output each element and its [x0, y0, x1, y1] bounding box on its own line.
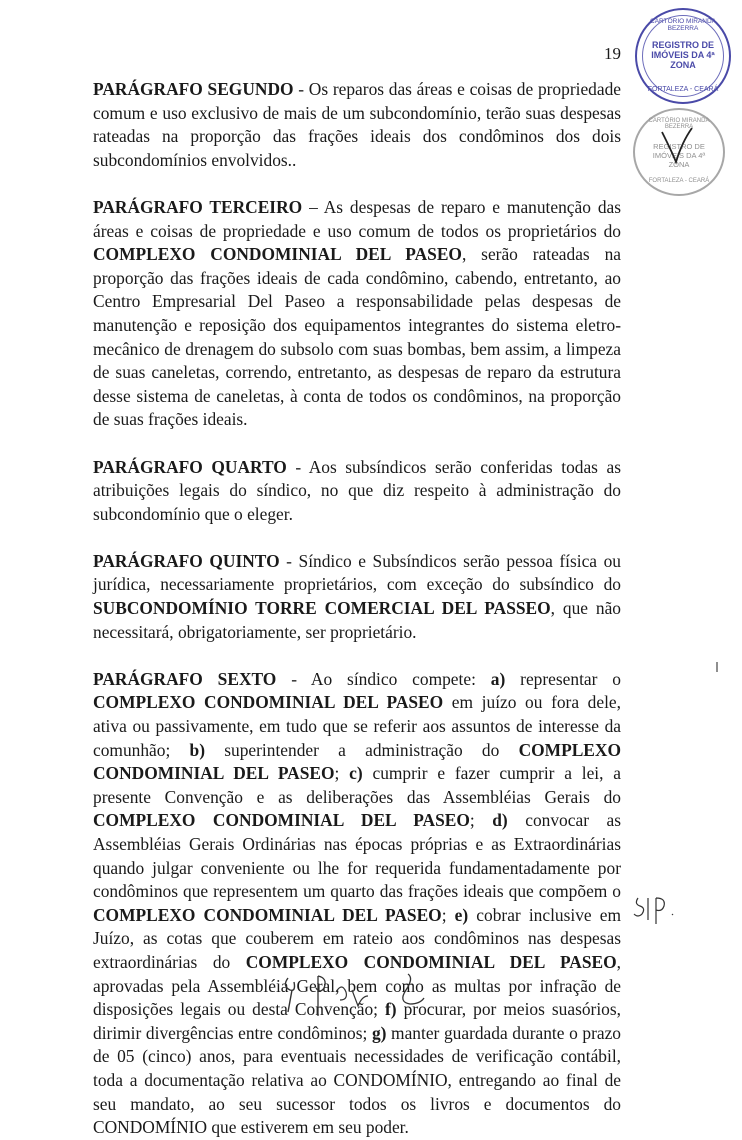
paragraph-quarto: [93, 456, 621, 527]
paragraph-text: cobrar inclusive em Juízo, as cotas que couberem em rateio aos condôminos nas despesas extraordinárias do: [93, 904, 621, 972]
paragraph-text: representar o: [505, 668, 621, 689]
paragraph-text: em juízo ou fora dele, ativa ou passivamente, em tudo que se referir aos assuntos de interesse da comunhão;: [93, 692, 621, 760]
paragraph-text: manter guardada durante o prazo de 05 (cinco) anos, para eventuais necessidades de verificação contábil, toda a documentação relativa ao CONDOMÍNIO, entregando ao final de seu mandato, ao seu sucessor todos os livros e documentos do CONDOMÍNIO que estiverem em seu poder.: [93, 1022, 621, 1138]
seal-bottom-text: FORTALEZA - CEARÁ: [648, 178, 710, 184]
item-marker-g: g): [371, 1022, 387, 1043]
bold-entity-name: COMPLEXO CONDOMINIAL DEL PASEO: [93, 739, 621, 784]
paragraph-text: ;: [334, 763, 350, 784]
margin-check-mark: [656, 126, 696, 170]
paragraph-text: , aprovadas pela Assembléia Geral, bem como as multas por infração de disposições legais ou desta Convenção;: [93, 951, 621, 1020]
item-marker-d: d): [492, 810, 508, 831]
margin-tick: [712, 660, 722, 674]
paragraph-quinto: [93, 550, 621, 644]
paragraph-text: - Aos subsíndicos serão conferidas todas as atribuições legais do síndico, no que diz respeito à administração do subcondomínio que o eleger.: [93, 456, 621, 524]
paragraph-text: , serão rateadas na proporção das frações ideais de cada condômino, cabendo, entretanto, ao Centro Empresarial Del Paseo a responsabilidade pelas despesas de manutenção e reposição dos equipamentos integrantes do sistema eletro-mecânico de drenagem do subsolo com suas bombas, bem assim, a limpeza de suas caneletas, correndo, entretanto, as despesas de reparo da estrutura desse sistema de caneletas, à conta de todos os condôminos, na proporção de suas frações ideais.: [93, 244, 621, 430]
bold-entity-name: COMPLEXO CONDOMINIAL DEL PASEO: [93, 810, 470, 831]
bold-entity-name: COMPLEXO CONDOMINIAL DEL PASEO: [93, 904, 442, 925]
seal-center-text: REGISTRO DE IMÓVEIS DA 4ª ZONA: [652, 142, 706, 169]
paragraph-text: ;: [441, 904, 455, 925]
bold-entity-name: COMPLEXO CONDOMINIAL DEL PASEO: [93, 244, 462, 265]
page-number: 19: [604, 44, 621, 63]
item-marker-c: c): [349, 763, 363, 784]
paragraph-label: PARÁGRAFO SEXTO: [93, 668, 277, 689]
margin-initials: [632, 888, 682, 928]
paragraph-text: - Os reparos das áreas e coisas de propriedade comum e uso exclusivo de mais de um subcondomínio, terão suas despesas rateadas na proporção das frações ideais dos condôminos dos dois subcondomínios envolvidos..: [93, 79, 621, 170]
paragraph-text: – As despesas de reparo e manutenção das áreas e coisas de propriedade e uso comum de todos os proprietários do: [93, 196, 622, 241]
item-marker-b: b): [189, 739, 205, 760]
paragraph-text: superintender a administração do: [205, 739, 519, 760]
paragraph-terceiro: [93, 196, 621, 432]
item-marker-e: e): [454, 904, 469, 925]
paragraph-text: ;: [469, 810, 493, 831]
paragraph-text: cumprir e fazer cumprir a lei, a presente Convenção e as deliberações das Assembléias Gerais do: [93, 763, 621, 807]
paragraph-label: PARÁGRAFO SEGUNDO: [93, 79, 294, 99]
paragraph-sexto: [93, 668, 621, 1140]
paragraph-text: - Síndico e Subsíndicos serão pessoa física ou jurídica, necessariamente proprietários, com exceção do subsíndico do: [93, 550, 621, 595]
bold-entity-name: SUBCONDOMÍNIO TORRE COMERCIAL DEL PASSEO: [93, 598, 551, 619]
paragraph-text: , que não necessitará, obrigatoriamente, ser proprietário.: [93, 598, 621, 642]
paragraph-label: PARÁGRAFO QUARTO: [93, 456, 287, 477]
seal-top-text: CARTÓRIO MIRANDA BEZERRA: [648, 118, 710, 130]
item-marker-f: f): [385, 999, 397, 1020]
paragraph-label: PARÁGRAFO TERCEIRO: [93, 196, 303, 217]
handwritten-initials: [270, 968, 450, 1020]
item-marker-a: a): [490, 668, 506, 689]
notary-seal-stamp: [635, 8, 731, 104]
seal-top-text: CARTÓRIO MIRANDA BEZERRA: [650, 18, 716, 32]
paragraph-text: convocar as Assembléias Gerais Ordinárias nas épocas próprias e as Extraordinárias quando julgar conveniente ou lhe for requerida fundamentadamente por condôminos que representem um quarto das frações ideais que compõem o: [93, 810, 621, 902]
bold-entity-name: COMPLEXO CONDOMINIAL DEL PASEO: [245, 951, 617, 972]
seal-center-text: REGISTRO DE IMÓVEIS DA 4ª ZONA: [651, 40, 715, 70]
paragraph-text: - Ao síndico compete:: [276, 668, 491, 689]
seal-bottom-text: FORTALEZA - CEARÁ: [647, 86, 719, 93]
paragraph-segundo: [93, 78, 621, 172]
paragraph-text: procurar, por meios suasórios, dirimir divergências entre condôminos;: [93, 999, 621, 1043]
bold-entity-name: COMPLEXO CONDOMINIAL DEL PASEO: [93, 692, 444, 713]
paragraph-label: PARÁGRAFO QUINTO: [93, 550, 280, 571]
